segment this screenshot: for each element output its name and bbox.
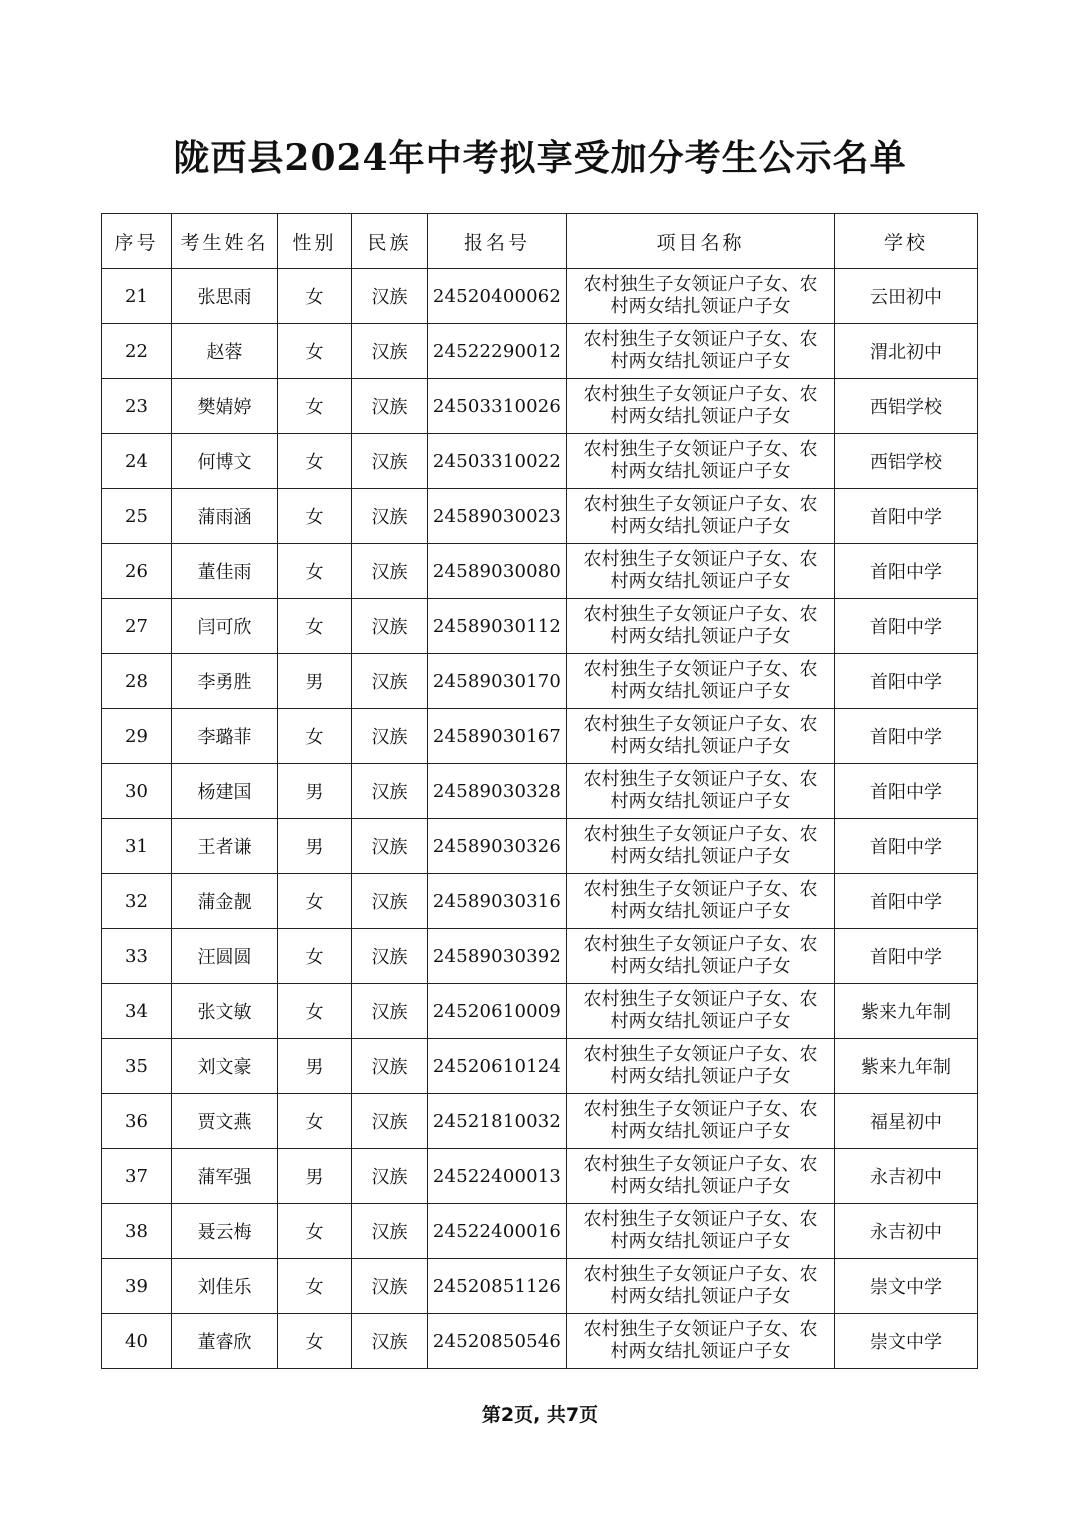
header-gender: 性别 bbox=[278, 214, 352, 269]
table-row bbox=[102, 984, 978, 1039]
project-line-2: 村两女结扎领证户子女 bbox=[610, 1341, 791, 1362]
cell-name: 何博文 bbox=[172, 434, 278, 489]
cell-gender: 女 bbox=[278, 984, 352, 1039]
project-line-1: 农村独生子女领证户子女、农 bbox=[583, 1154, 818, 1175]
project-line-2: 村两女结扎领证户子女 bbox=[610, 956, 791, 977]
cell-school: 福星初中 bbox=[835, 1094, 978, 1149]
cell-gender: 女 bbox=[278, 489, 352, 544]
project-line-1: 农村独生子女领证户子女、农 bbox=[583, 384, 818, 405]
cell-school: 崇文中学 bbox=[835, 1314, 978, 1369]
cell-ethnicity: 汉族 bbox=[352, 489, 428, 544]
table-row bbox=[102, 544, 978, 599]
cell-name: 董佳雨 bbox=[172, 544, 278, 599]
cell-ethnicity: 汉族 bbox=[352, 874, 428, 929]
project-line-1: 农村独生子女领证户子女、农 bbox=[583, 274, 818, 295]
project-line-2: 村两女结扎领证户子女 bbox=[610, 571, 791, 592]
cell-project bbox=[567, 819, 835, 874]
project-line-2: 村两女结扎领证户子女 bbox=[610, 846, 791, 867]
cell-school: 首阳中学 bbox=[835, 819, 978, 874]
cell-project bbox=[567, 1149, 835, 1204]
cell-school: 首阳中学 bbox=[835, 764, 978, 819]
cell-gender: 女 bbox=[278, 599, 352, 654]
project-line-1: 农村独生子女领证户子女、农 bbox=[583, 1044, 818, 1065]
cell-ethnicity: 汉族 bbox=[352, 709, 428, 764]
cell-reg-no: 24522400013 bbox=[428, 1149, 567, 1204]
cell-ethnicity: 汉族 bbox=[352, 819, 428, 874]
cell-ethnicity: 汉族 bbox=[352, 599, 428, 654]
cell-gender: 女 bbox=[278, 709, 352, 764]
cell-gender: 女 bbox=[278, 324, 352, 379]
cell-project bbox=[567, 489, 835, 544]
cell-gender: 女 bbox=[278, 874, 352, 929]
cell-name: 闫可欣 bbox=[172, 599, 278, 654]
cell-ethnicity: 汉族 bbox=[352, 1204, 428, 1259]
cell-reg-no: 24589030167 bbox=[428, 709, 567, 764]
project-line-1: 农村独生子女领证户子女、农 bbox=[583, 604, 818, 625]
cell-ethnicity: 汉族 bbox=[352, 324, 428, 379]
cell-name: 赵蓉 bbox=[172, 324, 278, 379]
cell-reg-no: 24589030316 bbox=[428, 874, 567, 929]
project-line-1: 农村独生子女领证户子女、农 bbox=[583, 824, 818, 845]
cell-project bbox=[567, 654, 835, 709]
cell-school: 紫来九年制 bbox=[835, 984, 978, 1039]
cell-gender: 女 bbox=[278, 544, 352, 599]
cell-reg-no: 24520610009 bbox=[428, 984, 567, 1039]
cell-ethnicity: 汉族 bbox=[352, 434, 428, 489]
cell-gender: 男 bbox=[278, 1149, 352, 1204]
cell-project bbox=[567, 379, 835, 434]
project-line-1: 农村独生子女领证户子女、农 bbox=[583, 549, 818, 570]
table-row bbox=[102, 1314, 978, 1369]
cell-name: 蒲军强 bbox=[172, 1149, 278, 1204]
cell-reg-no: 24520850546 bbox=[428, 1314, 567, 1369]
cell-gender: 男 bbox=[278, 764, 352, 819]
cell-school: 永吉初中 bbox=[835, 1204, 978, 1259]
table-row bbox=[102, 324, 978, 379]
cell-seq: 32 bbox=[102, 874, 172, 929]
cell-name: 董睿欣 bbox=[172, 1314, 278, 1369]
project-line-1: 农村独生子女领证户子女、农 bbox=[583, 329, 818, 350]
header-seq: 序号 bbox=[102, 214, 172, 269]
project-line-2: 村两女结扎领证户子女 bbox=[610, 296, 791, 317]
cell-seq: 34 bbox=[102, 984, 172, 1039]
cell-gender: 女 bbox=[278, 379, 352, 434]
project-line-2: 村两女结扎领证户子女 bbox=[610, 351, 791, 372]
cell-ethnicity: 汉族 bbox=[352, 1094, 428, 1149]
project-line-2: 村两女结扎领证户子女 bbox=[610, 626, 791, 647]
project-line-2: 村两女结扎领证户子女 bbox=[610, 1231, 791, 1252]
cell-school: 渭北初中 bbox=[835, 324, 978, 379]
table-row bbox=[102, 819, 978, 874]
cell-name: 刘佳乐 bbox=[172, 1259, 278, 1314]
cell-reg-no: 24589030023 bbox=[428, 489, 567, 544]
cell-gender: 女 bbox=[278, 1204, 352, 1259]
cell-school: 紫来九年制 bbox=[835, 1039, 978, 1094]
table-row bbox=[102, 1259, 978, 1314]
project-line-2: 村两女结扎领证户子女 bbox=[610, 1011, 791, 1032]
cell-project bbox=[567, 1039, 835, 1094]
project-line-1: 农村独生子女领证户子女、农 bbox=[583, 879, 818, 900]
table-row bbox=[102, 709, 978, 764]
table-row bbox=[102, 489, 978, 544]
cell-school: 云田初中 bbox=[835, 269, 978, 324]
table-row bbox=[102, 599, 978, 654]
cell-school: 首阳中学 bbox=[835, 654, 978, 709]
project-line-2: 村两女结扎领证户子女 bbox=[610, 516, 791, 537]
table-row bbox=[102, 1204, 978, 1259]
cell-gender: 男 bbox=[278, 654, 352, 709]
project-line-1: 农村独生子女领证户子女、农 bbox=[583, 769, 818, 790]
cell-ethnicity: 汉族 bbox=[352, 379, 428, 434]
project-line-2: 村两女结扎领证户子女 bbox=[610, 406, 791, 427]
project-line-2: 村两女结扎领证户子女 bbox=[610, 1121, 791, 1142]
cell-project bbox=[567, 984, 835, 1039]
project-line-2: 村两女结扎领证户子女 bbox=[610, 1176, 791, 1197]
project-line-1: 农村独生子女领证户子女、农 bbox=[583, 659, 818, 680]
cell-ethnicity: 汉族 bbox=[352, 1314, 428, 1369]
cell-ethnicity: 汉族 bbox=[352, 1259, 428, 1314]
cell-project bbox=[567, 324, 835, 379]
cell-ethnicity: 汉族 bbox=[352, 654, 428, 709]
cell-name: 王者谦 bbox=[172, 819, 278, 874]
table-row bbox=[102, 434, 978, 489]
project-line-1: 农村独生子女领证户子女、农 bbox=[583, 1264, 818, 1285]
header-school: 学校 bbox=[835, 214, 978, 269]
cell-seq: 40 bbox=[102, 1314, 172, 1369]
cell-seq: 24 bbox=[102, 434, 172, 489]
cell-project bbox=[567, 929, 835, 984]
cell-seq: 28 bbox=[102, 654, 172, 709]
cell-school: 首阳中学 bbox=[835, 599, 978, 654]
cell-reg-no: 24522400016 bbox=[428, 1204, 567, 1259]
project-line-2: 村两女结扎领证户子女 bbox=[610, 1066, 791, 1087]
project-line-1: 农村独生子女领证户子女、农 bbox=[583, 439, 818, 460]
project-line-1: 农村独生子女领证户子女、农 bbox=[583, 934, 818, 955]
project-line-1: 农村独生子女领证户子女、农 bbox=[583, 1319, 818, 1340]
cell-seq: 22 bbox=[102, 324, 172, 379]
cell-gender: 男 bbox=[278, 1039, 352, 1094]
cell-seq: 30 bbox=[102, 764, 172, 819]
cell-name: 李勇胜 bbox=[172, 654, 278, 709]
cell-gender: 女 bbox=[278, 434, 352, 489]
table-row bbox=[102, 1094, 978, 1149]
cell-gender: 女 bbox=[278, 269, 352, 324]
cell-school: 崇文中学 bbox=[835, 1259, 978, 1314]
cell-gender: 女 bbox=[278, 1094, 352, 1149]
table-header-row bbox=[102, 214, 978, 269]
cell-ethnicity: 汉族 bbox=[352, 1039, 428, 1094]
cell-project bbox=[567, 1259, 835, 1314]
cell-reg-no: 24589030080 bbox=[428, 544, 567, 599]
cell-school: 西铝学校 bbox=[835, 434, 978, 489]
cell-ethnicity: 汉族 bbox=[352, 544, 428, 599]
table-row bbox=[102, 379, 978, 434]
header-reg-no: 报名号 bbox=[428, 214, 567, 269]
cell-name: 蒲金靓 bbox=[172, 874, 278, 929]
cell-seq: 26 bbox=[102, 544, 172, 599]
cell-reg-no: 24520400062 bbox=[428, 269, 567, 324]
cell-school: 首阳中学 bbox=[835, 709, 978, 764]
table-row bbox=[102, 1039, 978, 1094]
project-line-2: 村两女结扎领证户子女 bbox=[610, 1286, 791, 1307]
table-row bbox=[102, 874, 978, 929]
cell-school: 永吉初中 bbox=[835, 1149, 978, 1204]
cell-ethnicity: 汉族 bbox=[352, 764, 428, 819]
cell-ethnicity: 汉族 bbox=[352, 269, 428, 324]
cell-name: 聂云梅 bbox=[172, 1204, 278, 1259]
cell-project bbox=[567, 269, 835, 324]
cell-name: 樊婧婷 bbox=[172, 379, 278, 434]
cell-seq: 27 bbox=[102, 599, 172, 654]
cell-seq: 35 bbox=[102, 1039, 172, 1094]
cell-name: 蒲雨涵 bbox=[172, 489, 278, 544]
table-row bbox=[102, 1149, 978, 1204]
cell-seq: 38 bbox=[102, 1204, 172, 1259]
cell-reg-no: 24520851126 bbox=[428, 1259, 567, 1314]
project-line-2: 村两女结扎领证户子女 bbox=[610, 901, 791, 922]
cell-name: 李璐菲 bbox=[172, 709, 278, 764]
cell-reg-no: 24589030170 bbox=[428, 654, 567, 709]
cell-reg-no: 24589030326 bbox=[428, 819, 567, 874]
table-body bbox=[102, 269, 978, 1369]
cell-reg-no: 24503310022 bbox=[428, 434, 567, 489]
cell-name: 贾文燕 bbox=[172, 1094, 278, 1149]
project-line-2: 村两女结扎领证户子女 bbox=[610, 791, 791, 812]
cell-seq: 36 bbox=[102, 1094, 172, 1149]
cell-project bbox=[567, 764, 835, 819]
project-line-1: 农村独生子女领证户子女、农 bbox=[583, 1209, 818, 1230]
cell-project bbox=[567, 434, 835, 489]
cell-project bbox=[567, 544, 835, 599]
project-line-2: 村两女结扎领证户子女 bbox=[610, 461, 791, 482]
cell-gender: 男 bbox=[278, 819, 352, 874]
cell-seq: 23 bbox=[102, 379, 172, 434]
cell-seq: 25 bbox=[102, 489, 172, 544]
cell-ethnicity: 汉族 bbox=[352, 984, 428, 1039]
cell-school: 首阳中学 bbox=[835, 874, 978, 929]
cell-reg-no: 24589030392 bbox=[428, 929, 567, 984]
cell-school: 首阳中学 bbox=[835, 929, 978, 984]
cell-name: 刘文豪 bbox=[172, 1039, 278, 1094]
cell-reg-no: 24521810032 bbox=[428, 1094, 567, 1149]
cell-project bbox=[567, 599, 835, 654]
table-row bbox=[102, 269, 978, 324]
cell-seq: 21 bbox=[102, 269, 172, 324]
header-project: 项目名称 bbox=[567, 214, 835, 269]
cell-reg-no: 24589030112 bbox=[428, 599, 567, 654]
project-line-1: 农村独生子女领证户子女、农 bbox=[583, 714, 818, 735]
cell-gender: 女 bbox=[278, 929, 352, 984]
cell-gender: 女 bbox=[278, 1259, 352, 1314]
project-line-1: 农村独生子女领证户子女、农 bbox=[583, 494, 818, 515]
project-line-2: 村两女结扎领证户子女 bbox=[610, 736, 791, 757]
header-name: 考生姓名 bbox=[172, 214, 278, 269]
table-row bbox=[102, 929, 978, 984]
cell-school: 西铝学校 bbox=[835, 379, 978, 434]
cell-name: 张思雨 bbox=[172, 269, 278, 324]
cell-reg-no: 24522290012 bbox=[428, 324, 567, 379]
project-line-1: 农村独生子女领证户子女、农 bbox=[583, 989, 818, 1010]
cell-seq: 37 bbox=[102, 1149, 172, 1204]
cell-ethnicity: 汉族 bbox=[352, 1149, 428, 1204]
cell-project bbox=[567, 1314, 835, 1369]
cell-name: 汪圆圆 bbox=[172, 929, 278, 984]
table-row bbox=[102, 764, 978, 819]
candidate-table bbox=[101, 213, 978, 1369]
cell-seq: 29 bbox=[102, 709, 172, 764]
cell-seq: 33 bbox=[102, 929, 172, 984]
project-line-2: 村两女结扎领证户子女 bbox=[610, 681, 791, 702]
cell-reg-no: 24520610124 bbox=[428, 1039, 567, 1094]
cell-project bbox=[567, 709, 835, 764]
header-ethnicity: 民族 bbox=[352, 214, 428, 269]
cell-seq: 31 bbox=[102, 819, 172, 874]
cell-school: 首阳中学 bbox=[835, 489, 978, 544]
cell-project bbox=[567, 1094, 835, 1149]
page-title: 陇西县2024年中考拟享受加分考生公示名单 bbox=[173, 137, 907, 179]
cell-reg-no: 24589030328 bbox=[428, 764, 567, 819]
cell-seq: 39 bbox=[102, 1259, 172, 1314]
cell-ethnicity: 汉族 bbox=[352, 929, 428, 984]
cell-project bbox=[567, 1204, 835, 1259]
cell-reg-no: 24503310026 bbox=[428, 379, 567, 434]
cell-gender: 女 bbox=[278, 1314, 352, 1369]
table-row bbox=[102, 654, 978, 709]
page-number: 第2页, 共7页 bbox=[481, 1404, 599, 1426]
cell-name: 杨建国 bbox=[172, 764, 278, 819]
cell-name: 张文敏 bbox=[172, 984, 278, 1039]
cell-school: 首阳中学 bbox=[835, 544, 978, 599]
cell-project bbox=[567, 874, 835, 929]
project-line-1: 农村独生子女领证户子女、农 bbox=[583, 1099, 818, 1120]
